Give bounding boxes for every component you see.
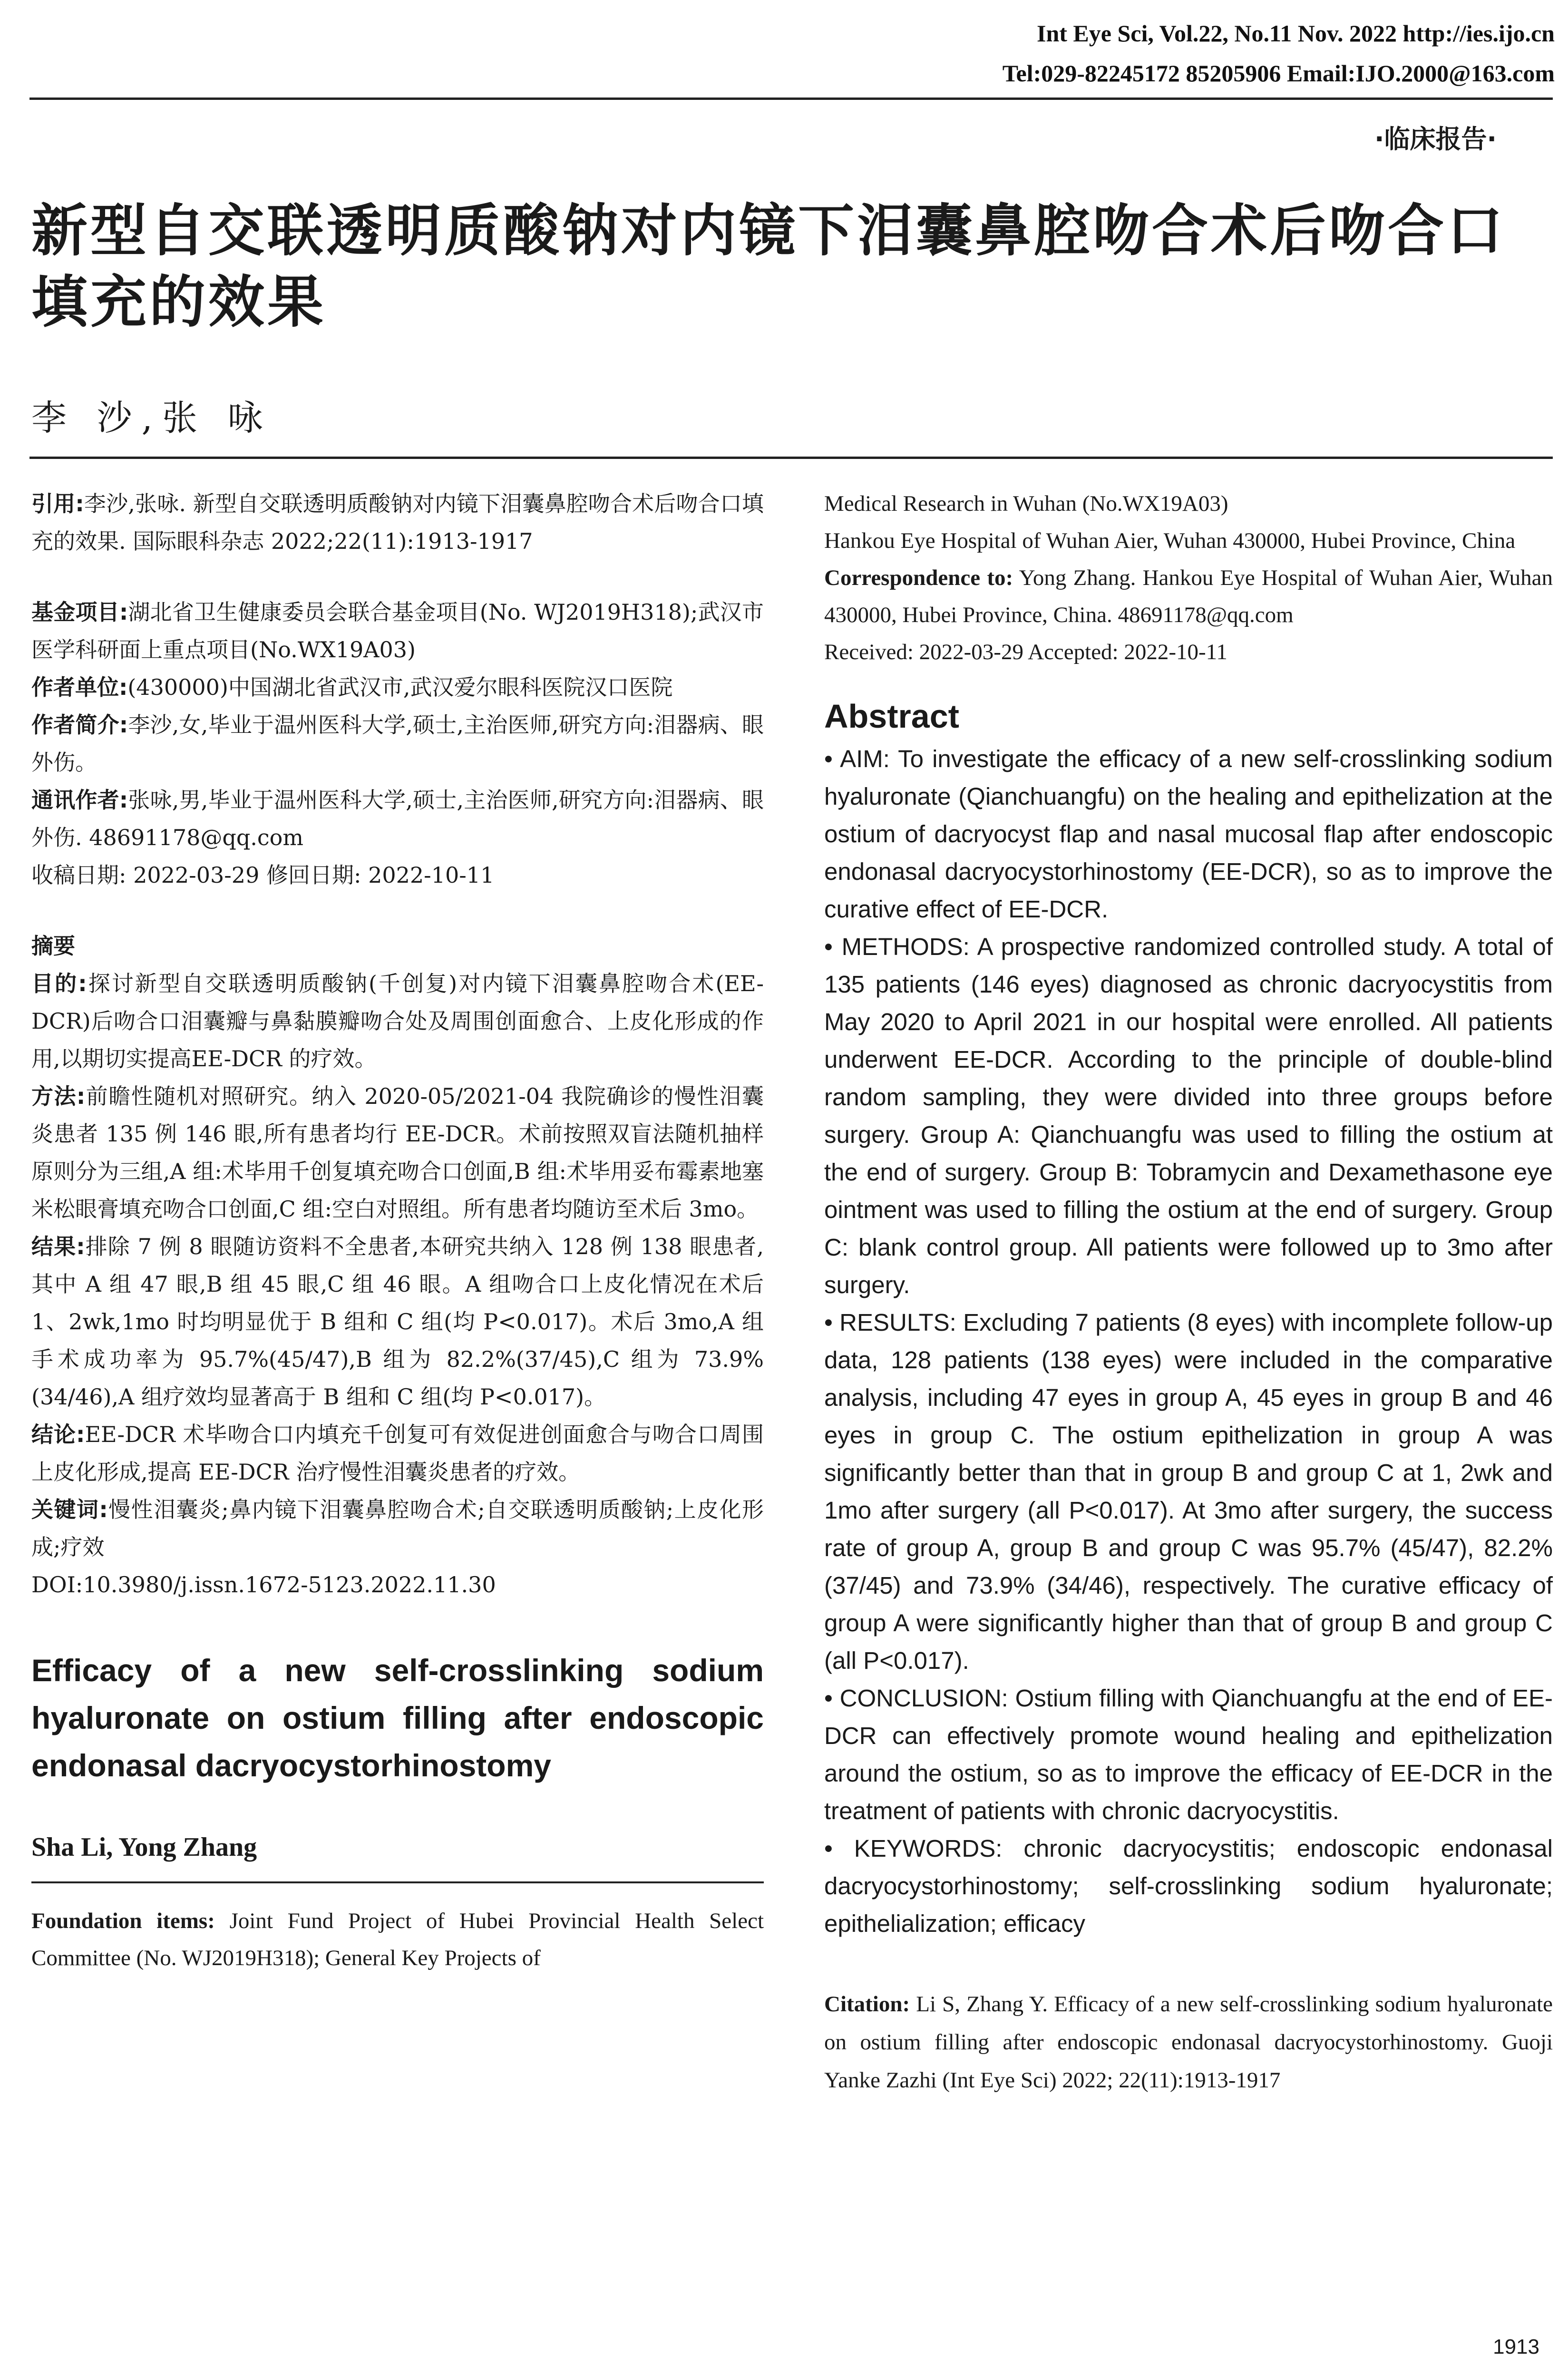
abstract-en <box>824 740 1553 1942</box>
citation-zh <box>31 485 764 1604</box>
section-tag: ·临床报告· <box>1374 124 1497 154</box>
correspondence-label: Correspondence to: <box>824 565 1013 590</box>
citation-label: 引用: <box>31 491 84 516</box>
bio-text: 李沙,女,毕业于温州医科大学,硕士,主治医师,研究方向:泪器病、眼外伤。 <box>31 712 764 775</box>
citation-en-text: Li S, Zhang Y. Efficacy of a new self-crosslinking sodium hyaluronate on ostium filling after endoscopic endonasal dacryocystorhinostomy. Guoji Yanke Zazhi (Int Eye Sci) 2022; 22(11):1913-1917 <box>824 1992 1553 2093</box>
foundation-continued: Medical Research in Wuhan (No.WX19A03) <box>824 491 1228 516</box>
foundation-items <box>31 1902 764 1977</box>
abstract-methods: • METHODS: A prospective randomized controlled study. A total of 135 patients (146 eyes) diagnosed as chronic dacryocystitis from May 2020 to April 2021 in our hospital were enrolled. All patients underwent EE-DCR. According to the principle of double-blind random sampling, they were divided into three groups before surgery. Group A: Qianchuangfu was used to filling the ostium at the end of surgery. Group B: Tobramycin and Dexamethasone eye ointment was used to filling the ostium at the end of surgery. Group C: blank control group. All patients were followed up to 3mo after surgery. <box>824 933 1553 1298</box>
abstract-heading-zh: 摘要 <box>31 933 75 959</box>
dates-zh: 收稿日期: 2022-03-29 修回日期: 2022-10-11 <box>31 862 495 888</box>
fund-label: 基金项目: <box>31 599 128 625</box>
abstract-results: • RESULTS: Excluding 7 patients (8 eyes) with incomplete follow-up data, 128 patients (138 eyes) were included in the comparative analysis, including 47 eyes in group A, 45 eyes in group B and 46 eyes in group C. The ostium epithelization in group A was significantly better than that in group B and group C at 1, 2wk and 1mo after surgery (all P<0.017). At 3mo after surgery, the success rate of group A, group B and group C was 95.7% (45/47), 82.2% (37/45) and 73.9% (34/46), respectively. The curative efficacy of group A were significantly higher than that of group B and group C (all P<0.017). <box>824 1309 1553 1674</box>
abstract-keywords: • KEYWORDS: chronic dacryocystitis; endoscopic endonasal dacryocystorhinostomy; self-crosslinking sodium hyaluronate; epithelialization; efficacy <box>824 1835 1553 1937</box>
methods-text: 前瞻性随机对照研究。纳入 2020-05/2021-04 我院确诊的慢性泪囊炎患者 135 例 146 眼,所有患者均行 EE-DCR。术前按照双盲法随机抽样原则分为三组,A 组:术毕用千创复填充吻合口创面,B 组:术毕用妥布霉素地塞米松眼膏填充吻合口创面,C 组:空白对照组。所有患者均随访至术后 3mo。 <box>31 1083 764 1222</box>
fund-text: 湖北省卫生健康委员会联合基金项目(No. WJ2019H318);武汉市医学科研面上重点项目(No.WX19A03) <box>31 599 764 662</box>
aim-text: 探讨新型自交联透明质酸钠(千创复)对内镜下泪囊鼻腔吻合术(EE-DCR)后吻合口泪囊瓣与鼻黏膜瓣吻合处及周围创面愈合、上皮化形成的作用,以期切实提高EE-DCR 的疗效。 <box>31 971 764 1072</box>
abstract-conclusion: • CONCLUSION: Ostium filling with Qianchuangfu at the end of EE-DCR can effectively promote wound healing and epithelization around the ostium, so as to improve the efficacy of EE-DCR in the treatment of patients with chronic dacryocystitis. <box>824 1685 1553 1824</box>
authors-zh: 李 沙,张 咏 <box>31 398 273 438</box>
abstract-aim: • AIM: To investigate the efficacy of a new self-crosslinking sodium hyaluronate (Qianchuangfu) on the healing and epithelization at the ostium of dacryocyst flap and nasal mucosal flap after endoscopic endonasal dacryocystorhinostomy (EE-DCR), so as to improve the curative effect of EE-DCR. <box>824 745 1553 923</box>
bio-label: 作者简介: <box>31 712 128 738</box>
conclusion-label: 结论: <box>31 1422 85 1447</box>
unit-label: 作者单位: <box>31 674 128 700</box>
front-matter-en <box>824 485 1553 671</box>
keywords-label: 关键词: <box>31 1497 108 1522</box>
header-rule <box>29 97 1553 100</box>
dates-en: Received: 2022-03-29 Accepted: 2022-10-11 <box>824 640 1227 664</box>
journal-info-line: Int Eye Sci, Vol.22, No.11 Nov. 2022 http://ies.ijo.cn <box>1037 20 1555 47</box>
results-text: 排除 7 例 8 眼随访资料不全患者,本研究共纳入 128 例 138 眼患者,其中 A 组 47 眼,B 组 45 眼,C 组 46 眼。A 组吻合口上皮化情况在术后 1、2wk,1mo 时均明显优于 B 组和 C 组(均 P<0.017)。术后 3mo,A 组手术成功率为 95.7%(45/47),B 组为 82.2%(37/45),C 组为 73.9%(34/46),A 组疗效均显著高于 B 组和 C 组(均 P<0.017)。 <box>31 1234 764 1410</box>
authors-rule <box>29 457 1553 459</box>
abstract-heading-en: Abstract <box>824 698 959 735</box>
authors-en: Sha Li, Yong Zhang <box>31 1832 257 1862</box>
corr-label: 通讯作者: <box>31 787 128 813</box>
results-label: 结果: <box>31 1234 85 1259</box>
methods-label: 方法: <box>31 1083 86 1109</box>
correspondence-text: Yong Zhang. Hankou Eye Hospital of Wuhan Aier, Wuhan 430000, Hubei Province, China. 48691178@qq.com <box>824 565 1553 627</box>
left-column <box>31 485 764 1977</box>
right-column <box>824 485 1553 2099</box>
contact-info-line: Tel:029-82245172 85205906 Email:IJO.2000@163.com <box>1002 60 1555 87</box>
page-number: 1913 <box>1493 2335 1539 2358</box>
article-title-en: Efficacy of a new self-crosslinking sodium hyaluronate on ostium filling after endoscopic endonasal dacryocystorhinostomy <box>31 1653 764 1783</box>
citation-en <box>824 1985 1553 2099</box>
foundation-text: Joint Fund Project of Hubei Provincial Health Select Committee (No. WJ2019H318); General Key Projects of <box>31 1909 764 1970</box>
affiliation-en: Hankou Eye Hospital of Wuhan Aier, Wuhan 430000, Hubei Province, China <box>824 528 1516 553</box>
doi: DOI:10.3980/j.issn.1672-5123.2022.11.30 <box>31 1572 496 1598</box>
foundation-label: Foundation items: <box>31 1909 215 1933</box>
unit-text: (430000)中国湖北省武汉市,武汉爱尔眼科医院汉口医院 <box>127 674 673 700</box>
article-title-zh: 新型自交联透明质酸钠对内镜下泪囊鼻腔吻合术后吻合口填充的效果 <box>31 198 1506 335</box>
citation-text: 李沙,张咏. 新型自交联透明质酸钠对内镜下泪囊鼻腔吻合术后吻合口填充的效果. 国际眼科杂志 2022;22(11):1913-1917 <box>31 491 764 554</box>
citation-en-label: Citation: <box>824 1992 910 2017</box>
corr-text: 张咏,男,毕业于温州医科大学,硕士,主治医师,研究方向:泪器病、眼外伤. 48691178@qq.com <box>31 787 764 850</box>
conclusion-text: EE-DCR 术毕吻合口内填充千创复可有效促进创面愈合与吻合口周围上皮化形成,提高 EE-DCR 治疗慢性泪囊炎患者的疗效。 <box>31 1422 764 1485</box>
aim-label: 目的: <box>31 971 87 996</box>
keywords-text: 慢性泪囊炎;鼻内镜下泪囊鼻腔吻合术;自交联透明质酸钠;上皮化形成;疗效 <box>31 1497 764 1560</box>
